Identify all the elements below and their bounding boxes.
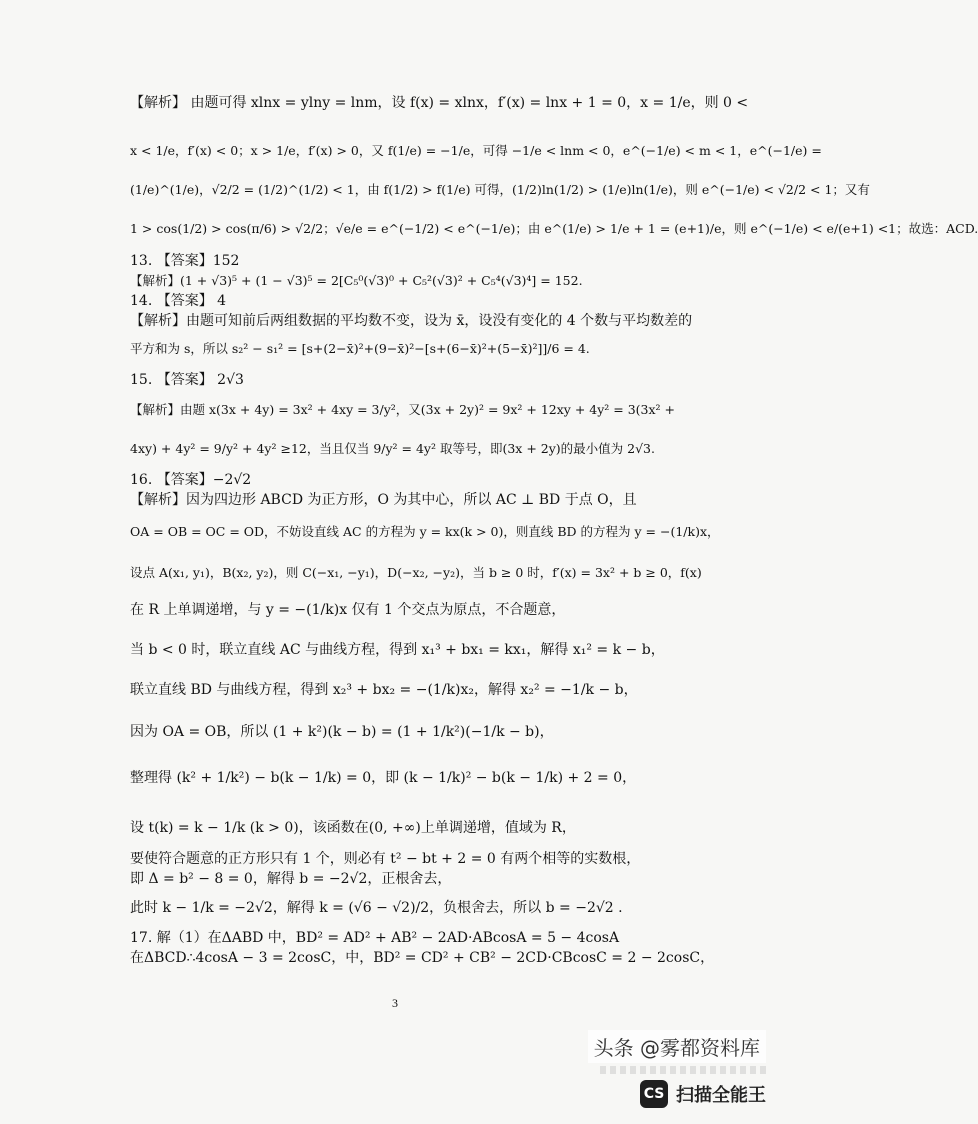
text-line: 整理得 (k² + 1/k²) − b(k − 1/k) = 0，即 (k − 1/k)² − b(k − 1/k) + 2 = 0，	[130, 770, 637, 786]
page-number: 3	[392, 996, 398, 1010]
text-line: 【解析】因为四边形 ABCD 为正方形，O 为其中心，所以 AC ⊥ BD 于点 O，且	[130, 492, 637, 508]
text-line: 1 > cos(1/2) > cos(π/6) > √2/2；√e/e = e^(−1/2) < e^(−1/e)；由 e^(1/e) > 1/e + 1 = (e+1)/e，则 e^(−1/e) < e/(e+1) <1；故选：ACD.	[130, 221, 978, 236]
text-line: 在 R 上单调递增，与 y = −(1/k)x 仅有 1 个交点为原点，不合题意，	[130, 602, 566, 618]
text-line: 【解析】由题可知前后两组数据的平均数不变，设为 x̄，设没有变化的 4 个数与平均数差的	[130, 313, 693, 329]
answer-heading: 15. 【答案】 2√3	[130, 372, 244, 388]
text-line: 此时 k − 1/k = −2√2，解得 k = (√6 − √2)/2，负根舍去，所以 b = −2√2 .	[130, 900, 623, 916]
text-line: 设 t(k) = k − 1/k (k > 0)，该函数在(0, +∞)上单调递增，值域为 R，	[130, 820, 576, 836]
scan-artifact	[600, 1066, 770, 1074]
answer-heading: 14. 【答案】 4	[130, 293, 227, 309]
text-line: 4xy) + 4y² = 9/y² + 4y² ≥12，当且仅当 9/y² = 4y² 取等号，即(3x + 2y)的最小值为 2√3.	[130, 441, 655, 456]
text-line: 【解析】 由题可得 xlnx = ylny = lnm，设 f(x) = xlnx，f′(x) = lnx + 1 = 0，x = 1/e，则 0 <	[130, 95, 749, 111]
problem-17-line: 17. 解（1）在ΔABD 中，BD² = AD² + AB² − 2AD·ABcosA = 5 − 4cosA	[130, 930, 620, 946]
scanner-badge	[640, 1080, 766, 1108]
text-line: x < 1/e，f′(x) < 0；x > 1/e，f′(x) > 0，又 f(1/e) = −1/e，可得 −1/e < lnm < 0，e^(−1/e) < m < 1，e^(−1/e) =	[130, 143, 822, 158]
text-line: 要使符合题意的正方形只有 1 个，则必有 t² − bt + 2 = 0 有两个相等的实数根，	[130, 851, 641, 867]
watermark: 头条 @雾都资料库	[588, 1030, 766, 1063]
text-line: 即 Δ = b² − 8 = 0，解得 b = −2√2，正根舍去，	[130, 871, 452, 887]
text-line: 联立直线 BD 与曲线方程，得到 x₂³ + bx₂ = −(1/k)x₂，解得 x₂² = −1/k − b，	[130, 682, 638, 698]
text-line: OA = OB = OC = OD，不妨设直线 AC 的方程为 y = kx(k > 0)，则直线 BD 的方程为 y = −(1/k)x，	[130, 524, 720, 539]
text-line: 因为 OA = OB，所以 (1 + k²)(k − b) = (1 + 1/k²)(−1/k − b)，	[130, 724, 554, 740]
problem-17-line: 在ΔBCD∴4cosA − 3 = 2cosC，中，BD² = CD² + CB² − 2CD·CBcosC = 2 − 2cosC，	[130, 950, 715, 966]
text-line: 设点 A(x₁, y₁)，B(x₂, y₂)，则 C(−x₁, −y₁)，D(−x₂, −y₂)，当 b ≥ 0 时，f′(x) = 3x² + b ≥ 0，f(x)	[130, 565, 702, 580]
camscanner-icon: CS	[640, 1080, 668, 1108]
text-line: 【解析】(1 + √3)⁵ + (1 − √3)⁵ = 2[C₅⁰(√3)⁰ + C₅²(√3)² + C₅⁴(√3)⁴] = 152.	[130, 273, 583, 288]
answer-heading: 16. 【答案】−2√2	[130, 472, 252, 488]
text-line: 【解析】由题 x(3x + 4y) = 3x² + 4xy = 3/y²，又(3x + 2y)² = 9x² + 12xy + 4y² = 3(3x² +	[130, 402, 676, 417]
text-line: 当 b < 0 时，联立直线 AC 与曲线方程，得到 x₁³ + bx₁ = kx₁，解得 x₁² = k − b，	[130, 642, 665, 658]
text-line: 平方和为 s，所以 s₂² − s₁² = [s+(2−x̄)²+(9−x̄)²−[s+(6−x̄)²+(5−x̄)²]]/6 = 4.	[130, 341, 590, 356]
text-line: (1/e)^(1/e)，√2/2 = (1/2)^(1/2) < 1，由 f(1/2) > f(1/e) 可得，(1/2)ln(1/2) > (1/e)ln(1/e)，则 e^(−1/e) < √2/2 < 1；又有	[130, 182, 870, 197]
answer-heading: 13. 【答案】152	[130, 253, 240, 269]
scanner-label: 扫描全能王	[676, 1085, 766, 1106]
